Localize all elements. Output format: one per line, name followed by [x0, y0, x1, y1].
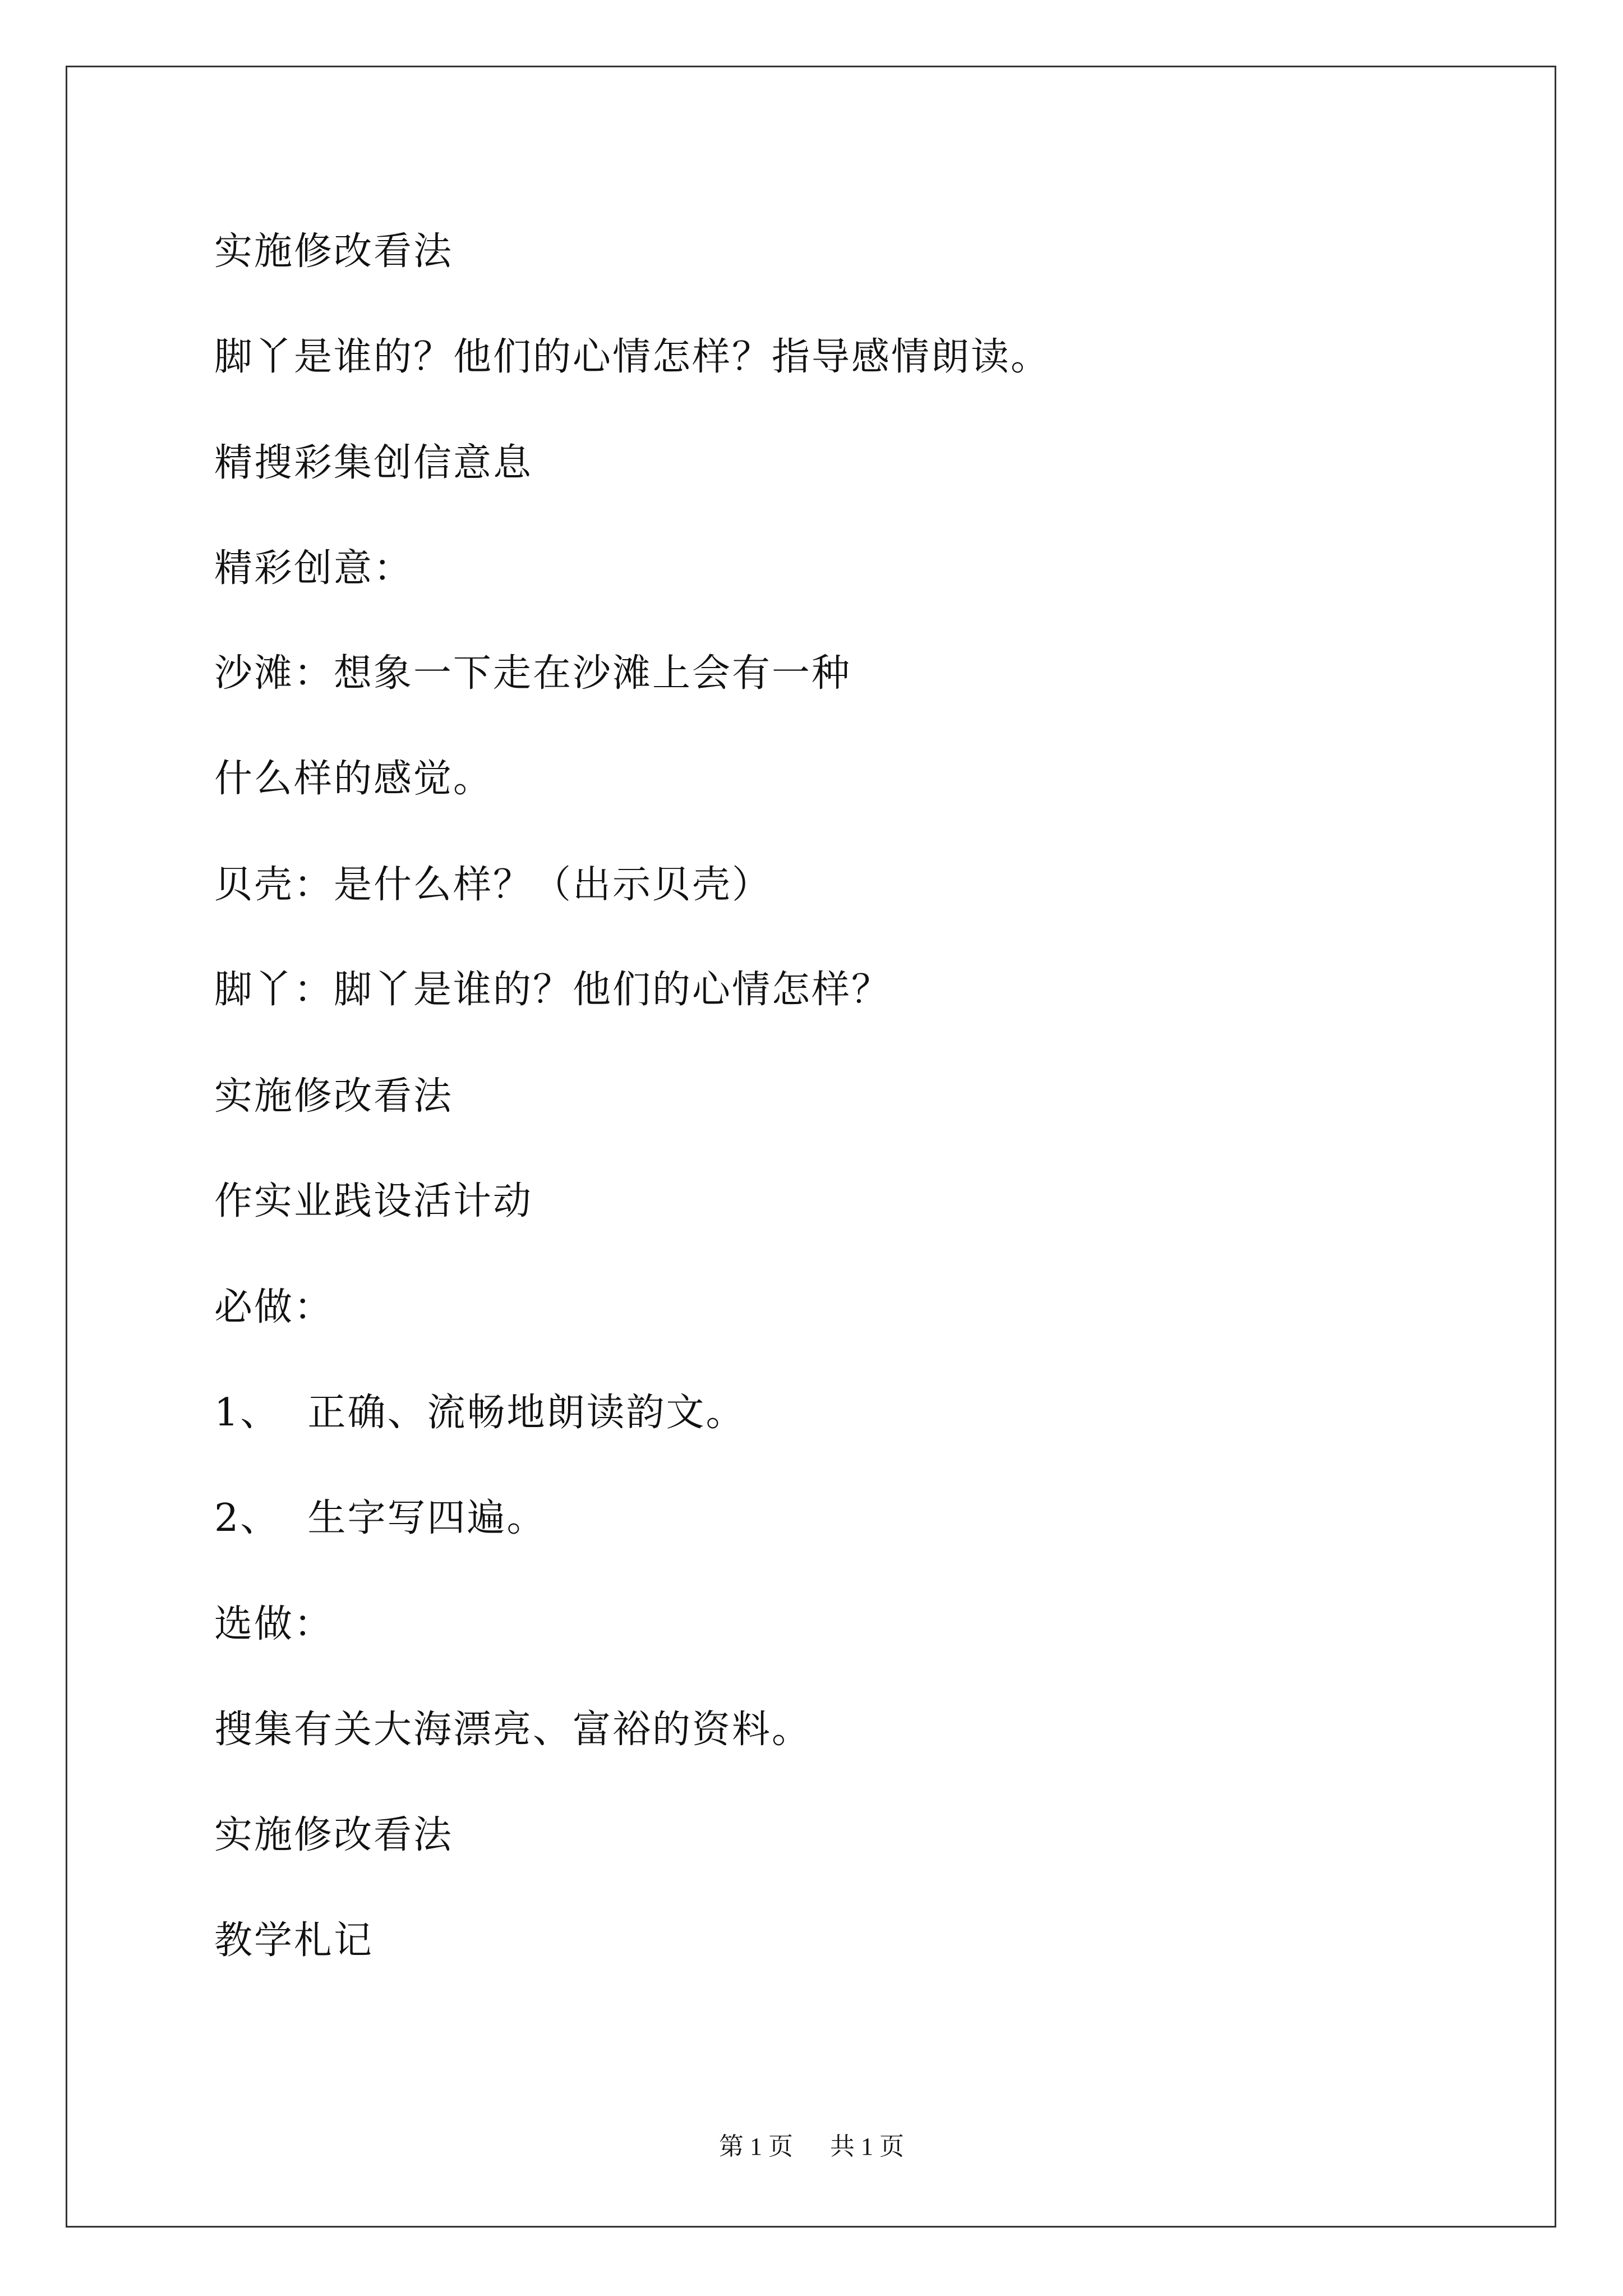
text-line: 什么样的感觉。 — [214, 757, 494, 801]
text-line: 搜集有关大海漂亮、富裕的资料。 — [214, 1708, 812, 1752]
heading-implementation-notes: 实施修改看法 — [214, 229, 454, 274]
text-line: 沙滩：想象一下走在沙滩上会有一种 — [214, 651, 852, 696]
page-total: 共 1 页 — [830, 2133, 904, 2160]
text-line: 贝壳：是什么样？（出示贝壳） — [214, 863, 772, 907]
page-footer — [0, 2134, 1623, 2159]
section-heading: 作实业践设活计动 — [214, 1179, 533, 1223]
text-line: 必做： — [214, 1285, 334, 1329]
list-item: 1、 正确、流畅地朗读韵文。 — [214, 1391, 746, 1435]
text-line: 脚丫是谁的？他们的心情怎样？指导感情朗读。 — [214, 335, 1051, 379]
text-line: 选做： — [214, 1602, 334, 1646]
text-line: 精彩创意： — [214, 546, 414, 591]
heading-implementation-notes: 实施修改看法 — [214, 1813, 454, 1857]
page-number: 第 1 页 — [719, 2133, 793, 2160]
text-line: 脚丫：脚丫是谁的？他们的心情怎样？ — [214, 968, 892, 1012]
heading-implementation-notes: 实施修改看法 — [214, 1074, 454, 1119]
section-heading: 精搜彩集创信意息 — [214, 441, 533, 485]
list-item: 2、 生字写四遍。 — [214, 1496, 547, 1540]
text-line: 教学札记 — [214, 1918, 374, 1963]
